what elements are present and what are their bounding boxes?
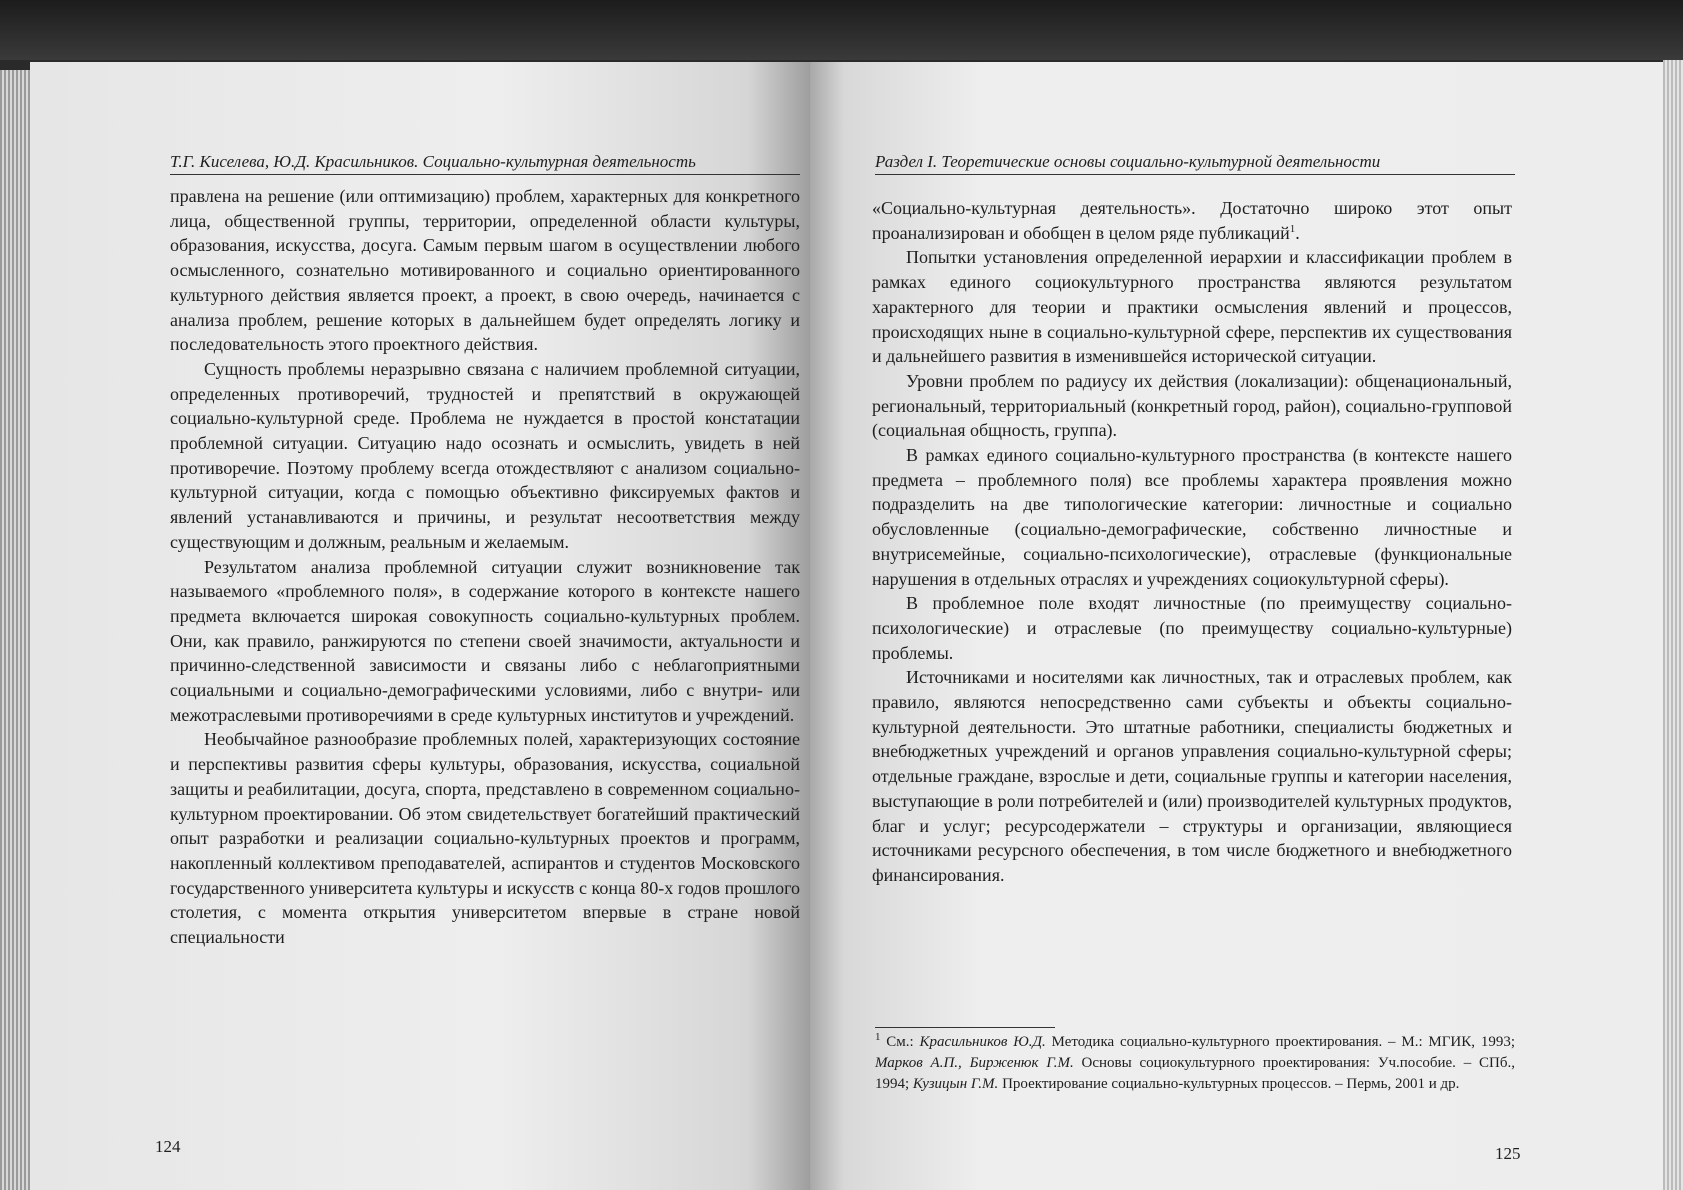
left-page-text (170, 184, 800, 950)
running-head-right: Раздел I. Теоретические основы социально-культурной деятельности (875, 152, 1515, 175)
open-book (0, 40, 1683, 1190)
paragraph: Необычайное разнообразие проблемных полей, характеризующих состояние и перспективы развития сферы культуры, образования, искусства, социальной защиты и реабилитации, досуга, спорта, представлено в современном социально-культурном проектировании. Об этом свидетельствует богатейший практический опыт разработки и реализации социально-культурных проектов и программ, накопленный коллективом преподавателей, аспирантов и студентов Московского государственного университета культуры и искусств с конца 80-х годов прошлого столетия, с момента открытия университетом впервые в стране новой специальности (170, 729, 800, 948)
paragraph: правлена на решение (или оптимизацию) проблем, характерных для конкретного лица, общественной группы, территории, определенной области культуры, образования, искусства, досуга. Самым первым шагом в осуществлении любого осмысленного, сознательно мотивированного и социально ориентированного культурного действия является проект, а проект, в свою очередь, начинается с анализа проблем, решение которых в дальнейшем будет определять логику и последовательность этого проектного действия. (170, 186, 800, 355)
footnote-text: См.: (880, 1034, 920, 1050)
paragraph: В проблемное поле входят личностные (по преимуществу социально-психологические) и отраслевые (по преимуществу социально-культурные) проблемы. (872, 593, 1512, 663)
running-head-left: Т.Г. Киселева, Ю.Д. Красильников. Социально-культурная деятельность (170, 152, 800, 175)
footnote-author: Красильников Ю.Д. (919, 1034, 1046, 1050)
footnote-text: Проектирование социально-культурных процессов. – Пермь, 2001 и др. (998, 1076, 1460, 1092)
paragraph: Сущность проблемы неразрывно связана с наличием проблемной ситуации, определенных противоречий, трудностей и препятствий в окружающей социально-культурной среде. Проблема не нуждается в простой констатации проблемной ситуации. Ситуацию надо осознать и осмыслить, увидеть в ней противоречие. Поэтому проблему всегда отождествляют с анализом социально-культурной ситуации, когда с помощью объективно фиксируемых фактов и явлений устанавливаются и причины, и результат несоответствия между существующим и должным, реальным и желаемым. (170, 358, 800, 552)
page-number-right: 125 (1495, 1144, 1521, 1163)
footnote-text: Методика социально-культурного проектирования. – М.: МГИК, 1993; (1045, 1034, 1515, 1050)
right-page (810, 62, 1663, 1190)
paragraph (872, 196, 1512, 245)
paragraph-text: «Социально-культурная деятельность». Достаточно широко этот опыт проанализирован и обобщен в целом ряде публикаций (872, 198, 1512, 243)
right-page-text (872, 196, 1512, 888)
footnote-mark: 1 (875, 1031, 881, 1043)
footnote (875, 1032, 1515, 1095)
left-page (30, 62, 810, 1190)
paragraph: В рамках единого социально-культурного пространства (в контексте нашего предмета – проблемного поля) все проблемы характера проявления можно подразделить на две типологические категории: личностные и социально обусловленные (социально-демографические, собственно личностные и внутрисемейные, социально-психологические), отраслевые (функциональные нарушения в отдельных отраслях и учреждениях социокультурной сферы). (872, 445, 1512, 589)
page-edges-right (1663, 60, 1683, 1190)
footnote-author: Марков А.П., Бирженюк Г.М. (875, 1055, 1074, 1071)
paragraph: Результатом анализа проблемной ситуации служит возникновение так называемого «проблемного поля», в содержание которого в контексте нашего предмета включается широкая совокупность социально-культурных проблем. Они, как правило, ранжируются по степени своей значимости, актуальности и причинно-следственной зависимости и связаны либо с неблагоприятными социальными и социально-демографическими условиями, либо с внутри- или межотраслевыми противоречиями в среде культурных институтов и учреждений. (170, 556, 800, 725)
paragraph: Источниками и носителями как личностных, так и отраслевых проблем, как правило, являются непосредственно сами субъекты и объекты социально-культурной деятельности. Это штатные работники, специалисты бюджетных и внебюджетных учреждений и органов управления социально-культурной сферы; отдельные граждане, взрослые и дети, социальные группы и категории населения, выступающие в роли потребителей и (или) производителей культурных продуктов, благ и услуг; ресурсодержатели – структуры и организации, являющиеся источниками ресурсного обеспечения, в том числе бюджетного и внебюджетного финансирования. (872, 667, 1512, 885)
page-number-left: 124 (155, 1137, 181, 1156)
footnote-reference: 1 (1289, 222, 1296, 235)
paragraph: Уровни проблем по радиусу их действия (локализации): общенациональный, региональный, территориальный (конкретный город, район), социально-групповой (социальная общность, группа). (872, 370, 1512, 441)
page-edges-left (0, 70, 30, 1190)
footnote-text: Основы социокультурного проектирования: Уч.пособие. – СПб., 1994; (875, 1055, 1515, 1092)
footnote-author: Кузицын Г.М. (912, 1076, 999, 1092)
footnote-rule (875, 1027, 1055, 1028)
paragraph-end: . (1295, 222, 1300, 243)
paragraph: Попытки установления определенной иерархии и классификации проблем в рамках единого социокультурного пространства являются результатом характерного для теории и практики осмысления явлений и процессов, происходящих ныне в социально-культурной сфере, перспектив их существования и дальнейшего развития в изменившейся исторической ситуации. (872, 247, 1512, 367)
